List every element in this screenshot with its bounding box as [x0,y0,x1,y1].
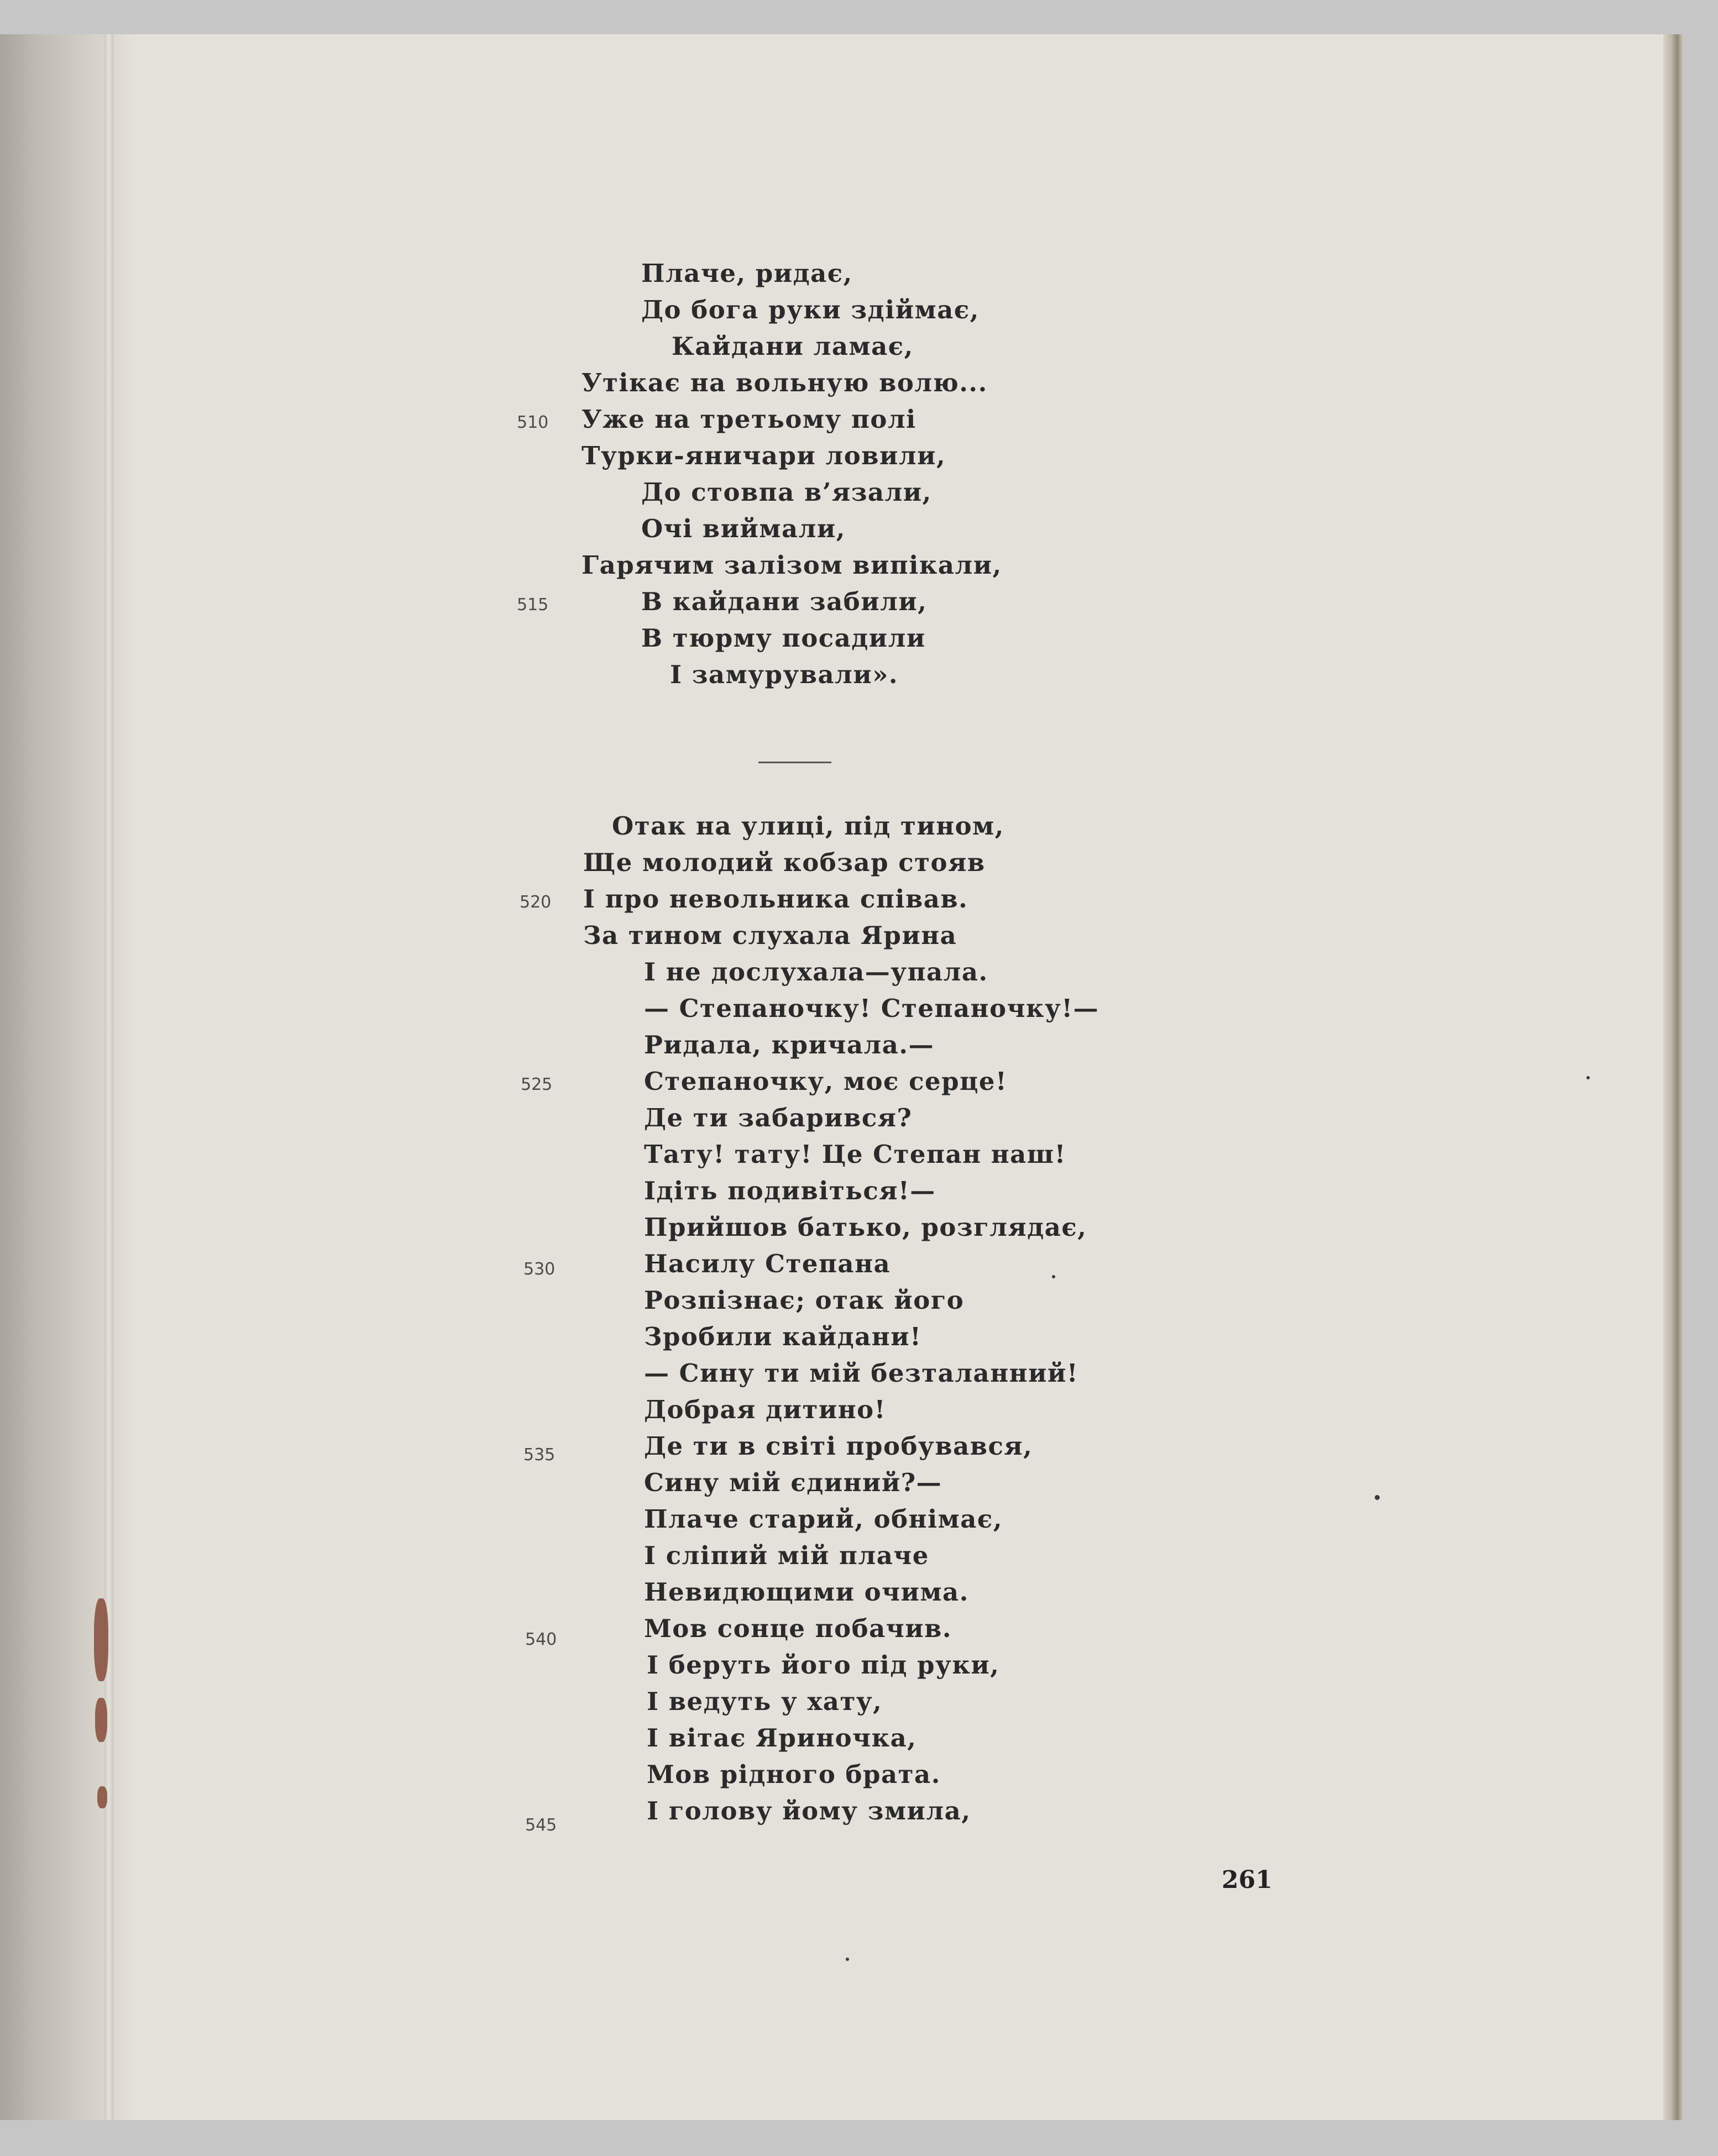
poem-line: Насилу Степана [644,1249,891,1278]
line-number: 525 [521,1075,553,1094]
poem-line: Ідіть подивіться!— [644,1176,936,1205]
page-edge [1663,34,1683,2120]
book-page [0,34,1683,2120]
poem-line: Тату! тату! Це Степан наш! [644,1140,1066,1169]
poem-line: Ридала, кричала.— [644,1030,935,1059]
paper-speck [1375,1495,1380,1500]
poem-line: Де ти в світі пробувався, [644,1431,1033,1461]
binding-stain [95,1698,107,1742]
book-spine [104,34,114,2120]
poem-line: І про невольника співав. [583,884,968,914]
poem-line: І беруть його під руки, [647,1650,1000,1680]
line-number: 515 [517,595,549,615]
poem-line: Ще молодий кобзар стояв [583,848,986,877]
line-number: 520 [520,893,552,912]
poem-line: Де ти забарився? [644,1103,913,1132]
poem-line: І голову йому змила, [647,1796,971,1825]
poem-line: Уже на третьому полі [582,405,916,434]
poem-line: Отак на улиці, під тином, [612,811,1004,841]
poem-line: Невидющими очима. [644,1577,969,1607]
poem-line: Гарячим залізом випікали, [582,550,1002,580]
line-number: 535 [523,1445,556,1465]
paper-speck [1052,1275,1055,1278]
poem-line: Кайдани ламає, [672,332,914,361]
line-number: 540 [525,1630,557,1649]
poem-line: І не дослухала—упала. [644,957,988,987]
poem-line: Турки-яничари ловили, [582,441,946,470]
poem-line: — Степаночку! Степаночку!— [644,994,1099,1023]
poem-line: — Сину ти мій безталанний! [644,1358,1079,1388]
poem-line: Мов сонце побачив. [644,1614,952,1643]
poem-line: Плаче старий, обнімає, [644,1504,1003,1534]
line-number: 530 [523,1260,556,1279]
poem-line: Добрая дитино! [644,1395,886,1424]
section-divider [758,762,831,763]
poem-line: Зробили кайдани! [644,1322,922,1351]
poem-line: І вітає Яриночка, [647,1723,917,1753]
poem-line: І ведуть у хату, [647,1687,883,1716]
poem-line: В кайдани забили, [641,587,928,616]
poem-line: Очі виймали, [641,514,846,543]
paper-speck [846,1958,849,1961]
poem-line: І сліпий мій плаче [644,1541,929,1570]
poem-line: Утікає на вольную волю... [582,368,988,397]
line-number: 510 [517,413,549,432]
binding-stain [97,1786,107,1808]
poem-line: Розпізнає; отак його [644,1286,965,1315]
poem-line: Сину мій єдиний?— [644,1468,942,1497]
line-number: 545 [525,1816,557,1835]
poem-line: І замурували». [670,660,899,689]
poem-line: За тином слухала Ярина [583,921,957,950]
poem-line: Степаночку, моє серце! [644,1067,1008,1096]
poem-line: Мов рідного брата. [647,1760,941,1789]
binding-stain [94,1598,108,1681]
paper-speck [1586,1076,1590,1079]
poem-line: Прийшов батько, розглядає, [644,1213,1087,1242]
poem-line: До бога руки здіймає, [641,295,980,324]
poem-line: В тюрму посадили [641,623,926,653]
page-number: 261 [1222,1866,1272,1894]
poem-line: До стовпа в’язали, [641,478,932,507]
poem-line: Плаче, ридає, [641,259,853,288]
